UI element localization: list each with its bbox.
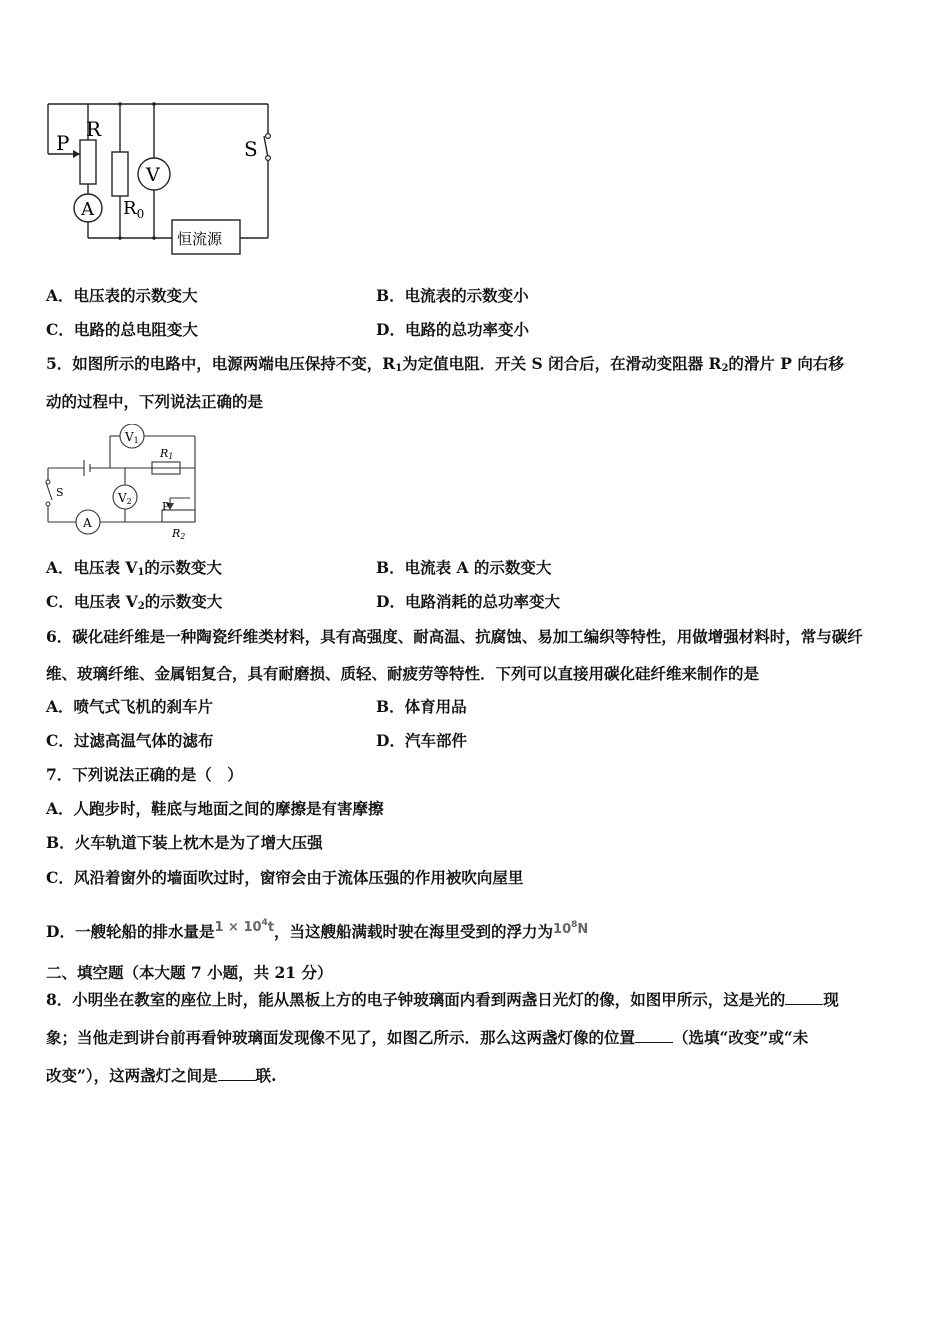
q7-option-a[interactable]: A．人跑步时，鞋底与地面之间的摩擦是有害摩擦	[46, 799, 384, 818]
label-S: S	[244, 137, 258, 161]
q6-option-d[interactable]: D．汽车部件	[376, 731, 467, 750]
q5-option-c[interactable]: C．电压表 V2的示数变大	[46, 592, 223, 612]
q4-option-b[interactable]: B．电流表的示数变小	[376, 286, 529, 305]
q8-stem-line1: 8．小明坐在教室的座位上时，能从黑板上方的电子钟玻璃面内看到两盏日光灯的像，如图甲所示，这是光的 现	[46, 990, 839, 1009]
q6-stem-line2: 维、玻璃纤维、金属铝复合，具有耐磨损、质轻、耐疲劳等特性．下列可以直接用碳化硅纤维来制作的是	[46, 664, 760, 683]
q5-label-V1: V1	[125, 430, 139, 445]
circuit-diagram-q4	[40, 96, 280, 264]
circuit-diagram-q5	[40, 424, 210, 544]
section-heading: 二、填空题（本大题 7 小题，共 21 分）	[46, 963, 333, 982]
label-V: V	[146, 164, 160, 186]
answer-blank-3[interactable]	[218, 1066, 256, 1081]
q5-label-R1: R1	[160, 447, 174, 461]
q7-stem: 7．下列说法正确的是（ ）	[46, 765, 243, 784]
q6-option-c[interactable]: C．过滤高温气体的滤布	[46, 731, 214, 750]
q7-option-c[interactable]: C．风沿着窗外的墙面吹过时，窗帘会由于流体压强的作用被吹向屋里	[46, 868, 524, 887]
label-source: 恒流源	[177, 230, 223, 248]
q7-option-b[interactable]: B．火车轨道下装上枕木是为了增大压强	[46, 833, 323, 852]
formula-displacement: 1 × 104t	[214, 918, 275, 935]
label-A: A	[81, 199, 94, 220]
q5-option-b[interactable]: B．电流表 A 的示数变大	[376, 558, 552, 577]
q5-label-R2: R2	[172, 527, 186, 541]
q5-stem-line2: 动的过程中，下列说法正确的是	[46, 392, 264, 411]
q5-label-V2: V2	[118, 491, 132, 506]
q4-option-c[interactable]: C．电路的总电阻变大	[46, 320, 198, 339]
label-P: P	[56, 131, 70, 155]
label-R0: $R_0$	[123, 198, 145, 221]
q5-label-P: P	[162, 500, 170, 513]
q4-option-a[interactable]: A．电压表的示数变大	[46, 286, 198, 305]
q5-stem-line1: 5．如图所示的电路中，电源两端电压保持不变，R1为定值电阻．开关 S 闭合后，在滑动变阻器 R2的滑片 P 向右移	[46, 354, 844, 374]
q4-option-d[interactable]: D．电路的总功率变小	[376, 320, 529, 339]
q8-stem-line3: 改变”），这两盏灯之间是 联.	[46, 1066, 277, 1085]
q8-stem-line2: 象；当他走到讲台前再看钟玻璃面发现像不见了，如图乙所示．那么这两盏灯像的位置 （选填“改变”或“未	[46, 1028, 809, 1047]
label-R: R	[86, 117, 102, 141]
answer-blank-2[interactable]	[635, 1028, 673, 1043]
q6-option-a[interactable]: A．喷气式飞机的刹车片	[46, 697, 214, 716]
q7-option-d[interactable]: D．一艘轮船的排水量是$^{1 \times 10^4t}$，当这艘船满载时驶在海里受到的浮力为$^{10^8N}$	[46, 918, 589, 941]
q5-label-A: A	[83, 516, 92, 530]
formula-buoyancy: 108N	[553, 920, 589, 937]
answer-blank-1[interactable]	[785, 990, 823, 1005]
q6-option-b[interactable]: B．体育用品	[376, 697, 467, 716]
q6-stem-line1: 6．碳化硅纤维是一种陶瓷纤维类材料，具有高强度、耐高温、抗腐蚀、易加工编织等特性，用做增强材料时，常与碳纤	[46, 627, 863, 646]
q5-label-S: S	[56, 486, 64, 499]
q5-option-d[interactable]: D．电路消耗的总功率变大	[376, 592, 560, 611]
q5-option-a[interactable]: A．电压表 V1的示数变大	[46, 558, 222, 578]
